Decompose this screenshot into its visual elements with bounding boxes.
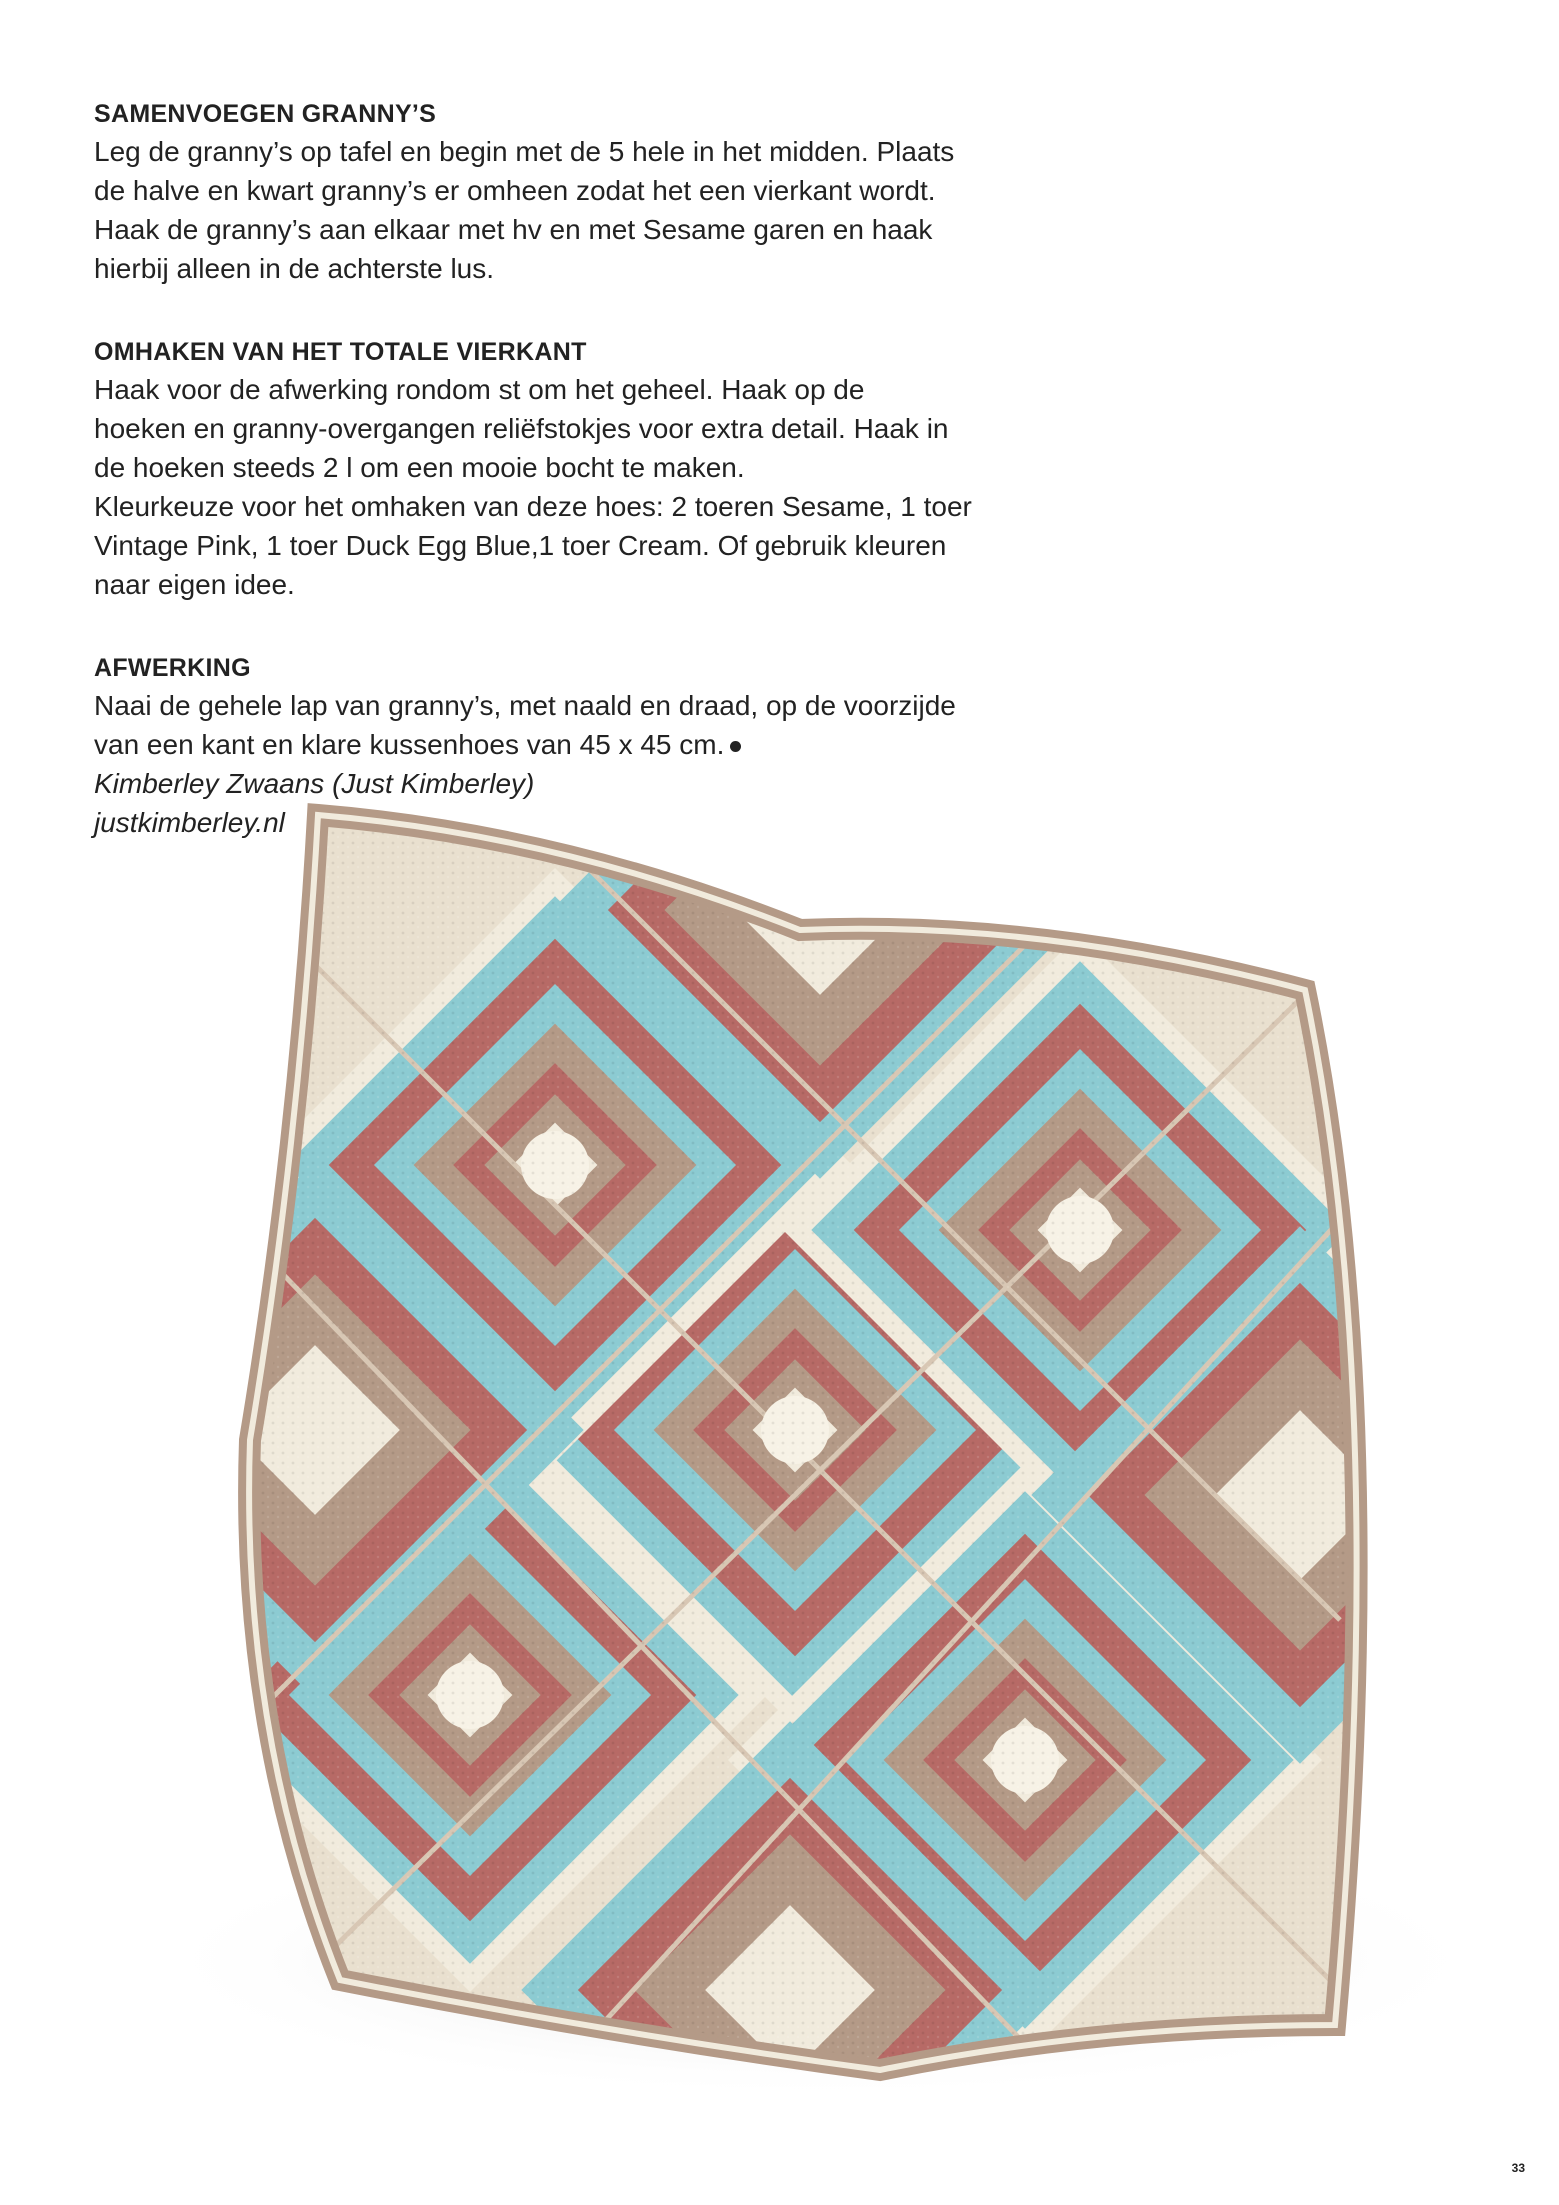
para-line: Leg de granny’s op tafel en begin met de 5 hele in het midden. Plaats <box>94 136 955 167</box>
section-heading-finishing: AFWERKING <box>94 654 251 682</box>
para-line: Kleurkeuze voor het omhaken van deze hoes: 2 toeren Sesame, 1 toer <box>94 491 972 522</box>
para-line: de hoeken steeds 2 l om een mooie bocht te maken. <box>94 452 745 483</box>
para-line: hoeken en granny-overgangen reliëfstokjes voor extra detail. Haak in <box>94 413 949 444</box>
para-line <box>94 725 974 764</box>
para-line: Naai de gehele lap van granny’s, met naald en draad, op de voorzijde <box>94 690 956 721</box>
author-credit: Kimberley Zwaans (Just Kimberley) <box>94 768 535 799</box>
page-number: 33 <box>1511 2161 1525 2175</box>
para-line: Haak voor de afwerking rondom st om het geheel. Haak op de <box>94 374 865 405</box>
para-line: naar eigen idee. <box>94 569 295 600</box>
article-text <box>94 96 974 842</box>
crochet-pillow-photo <box>0 780 1559 2110</box>
website-link[interactable]: justkimberley.nl <box>94 807 285 838</box>
para-line: de halve en kwart granny’s er omheen zodat het een vierkant wordt. <box>94 175 936 206</box>
section-heading-joining: SAMENVOEGEN GRANNY’S <box>94 100 437 128</box>
section-heading-border: OMHAKEN VAN HET TOTALE VIERKANT <box>94 338 587 366</box>
para-line-text: van een kant en klare kussenhoes van 45 x 45 cm. <box>94 729 725 760</box>
end-mark-icon <box>730 741 741 752</box>
para-line: Haak de granny’s aan elkaar met hv en met Sesame garen en haak <box>94 214 933 245</box>
para-line: hierbij alleen in de achterste lus. <box>94 253 495 284</box>
para-line: Vintage Pink, 1 toer Duck Egg Blue,1 toer Cream. Of gebruik kleuren <box>94 530 947 561</box>
